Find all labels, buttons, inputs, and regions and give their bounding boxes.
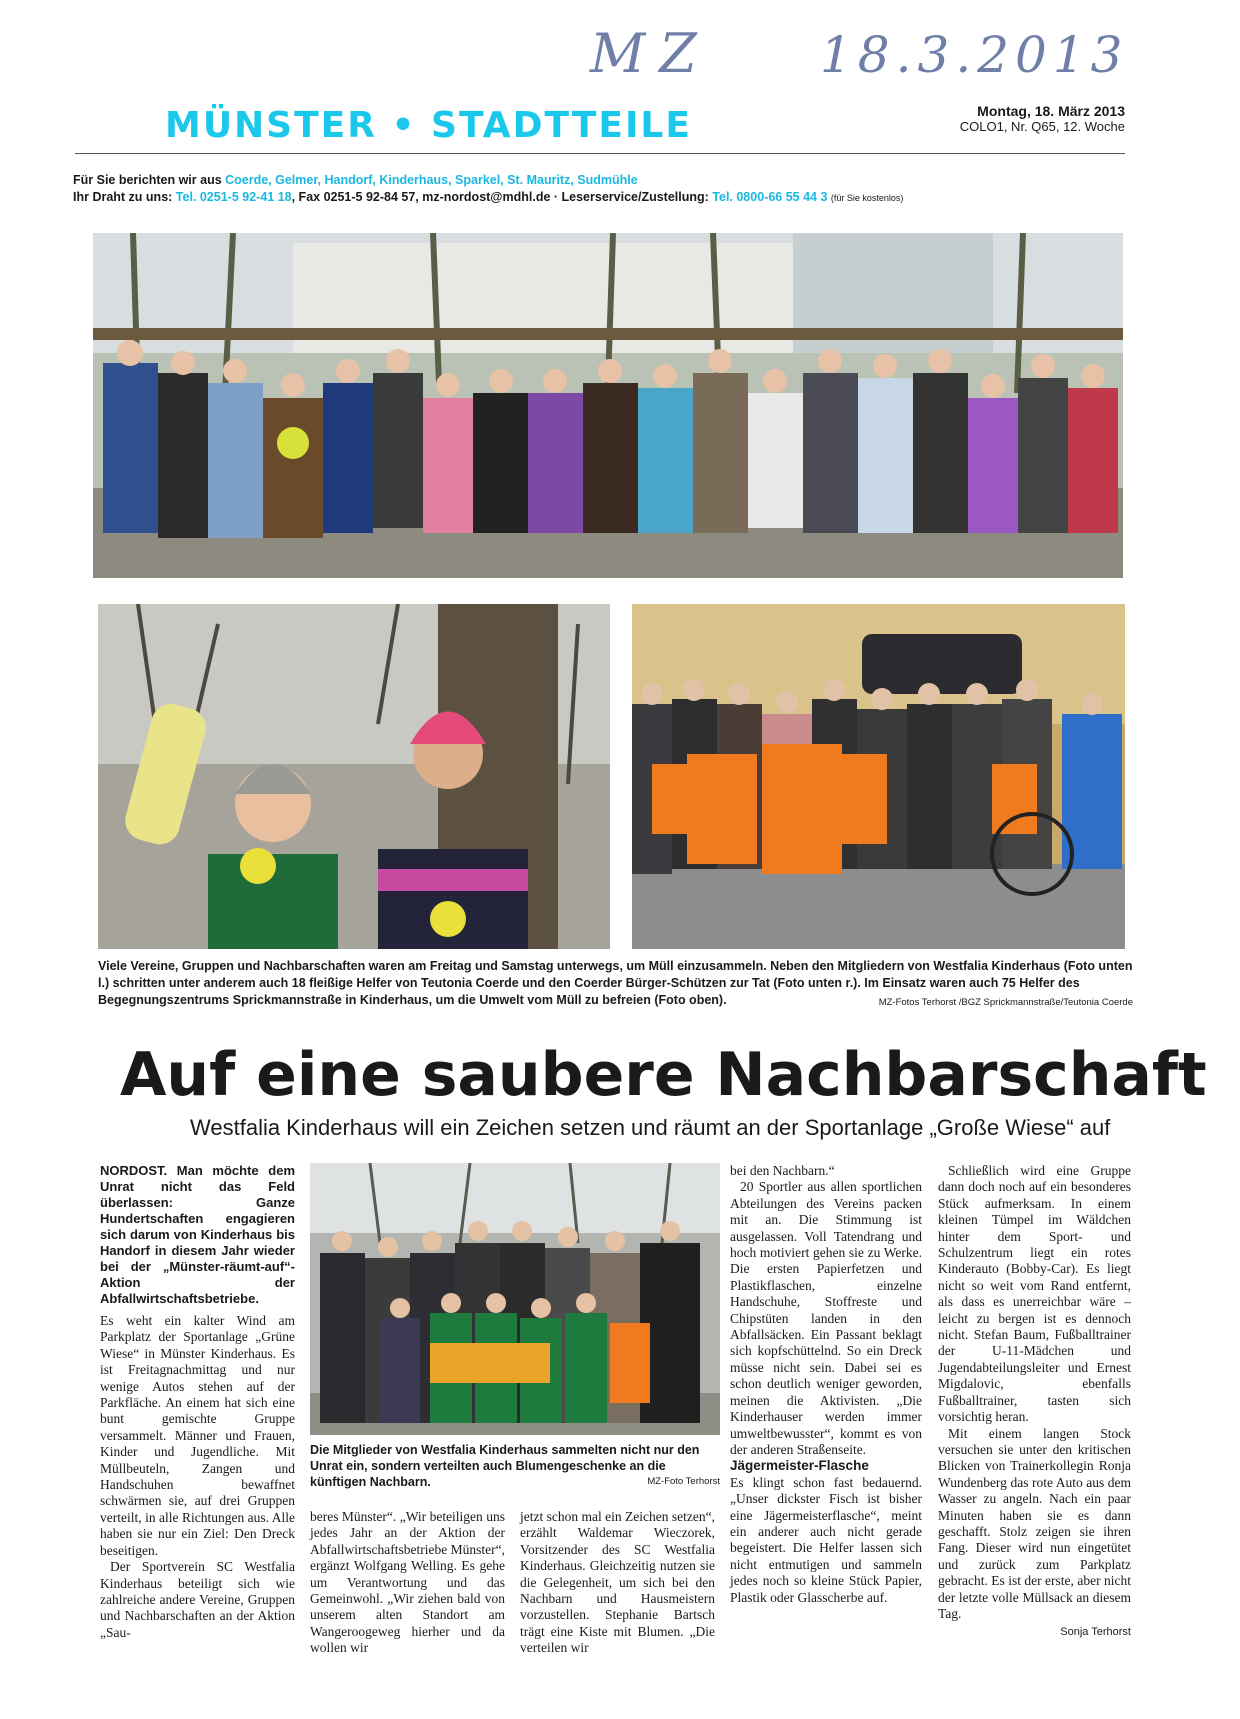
contact-fax-email: , Fax 0251-5 92-84 57, mz-nordost@mdhl.de · Leserservice/Zustellung: bbox=[291, 190, 713, 204]
section-title: MÜNSTER • STADTTEILE bbox=[165, 105, 692, 146]
article-column-5 bbox=[938, 1163, 1131, 1641]
col4-paragraph-0: bei den Nachbarn.“ bbox=[730, 1163, 835, 1178]
photo-caption-credit: MZ-Fotos Terhorst /BGZ Sprickmannstraße/Teutonia Coerde bbox=[878, 997, 1133, 1008]
photo-caption-text: Viele Vereine, Gruppen und Nachbarschaften waren am Freitag und Samstag unterwegs, um Müll einzusammeln. Neben den Mitgliedern von Westfalia Kinderhaus (Foto unten l.) schritten unter anderem auch 18 fleißige Helfer von Teutonia Coerde und den Coerder Bürger-Schützen zur Tat (Foto unten r.). Im Einsatz waren auch 75 Helfer des Begegnungszentrums Sprickmannstraße in Kinderhaus, um die Umwelt vom Müll zu befreien (Foto oben). bbox=[98, 959, 1133, 1007]
col2-paragraph-1: beres Münster“. „Wir beteiligen uns jedes Jahr an der Aktion der Abfallwirtschaftsbetriebe Münster“, ergänzt Wolfgang Welling. Es gehe um Verantwortung und das Gemeinwohl. „Wir ziehen bald von unserem alten Standort am Wangeroogeweg hierher und da wollen wir bbox=[310, 1509, 505, 1656]
issue-number: COLO1, Nr. Q65, 12. Woche bbox=[959, 119, 1125, 134]
col5-paragraph-1: Schließlich wird eine Gruppe dann doch noch auf ein besonderes Stück aufmerksam. In einem kleinen Tümpel im Wäldchen hinter dem Sport- und Schulzentrum liegt ein rotes Kinderauto (Bobby-Car). Es liegt nicht so weit vom Rand entfernt, als dass es unerreichbar wäre – leicht zu bergen ist es dennoch nicht. Stefan Baum, Fußballtrainer der U-11-Mädchen und Jugendabteilungsleiter und Ernest Migdalovic, ebenfalls Fußballtrainer, tasten sich vorsichtig heran. bbox=[938, 1163, 1131, 1425]
contact-prefix: Für Sie berichten wir aus bbox=[73, 173, 226, 187]
col1-paragraph-1: Es weht ein kalter Wind am Parkplatz der Sportanlage „Grüne Wiese“ in Münster Kinderhaus. Es ist Freitagnachmittag und nur wenige Autos stehen auf der Parkfläche. An einem hat sich eine bunt gemischte Gruppe versammelt. Männer und Frauen, Kinder und Jugendliche. Mit Müllbeuteln, Zangen und Handschuhen bewaffnet schwärmen sie, auf drei Gruppen verteilt, in alle Richtungen aus. Alle haben sie nur ein Ziel: Den Dreck beseitigen. bbox=[100, 1313, 295, 1558]
contact-phone: Tel. 0251-5 92-41 18 bbox=[175, 190, 292, 204]
col5-paragraph-2: Mit einem langen Stock versuchen sie unter den kritischen Blicken von Trainerkollegin Ronja Wundenberg das rote Auto aus dem Wasser zu angeln. Nach ein paar Minuten haben sie es dann geschafft. Stolz zeigen sie ihren Fang. Dieser wird nun eingetütet und zurück zum Parkplatz gebracht. Es ist der erste, aber nicht der letzte volle Müllsack an diesem Tag. bbox=[938, 1425, 1131, 1621]
article-subheadline: Westfalia Kinderhaus will ein Zeichen setzen und räumt an der Sportanlage „Große Wiese“ auf bbox=[190, 1115, 1111, 1140]
col4-paragraph-1: 20 Sportler aus allen sportlichen Abteilungen des Vereins packen mit an. Die Stimmung ist ausgelassen. Voll Tatendrang und hoch motiviert gehen sie zu Werke. Die ersten Papierfetzen und Plastikflaschen, einzelne Handschuhe, Stoffreste und Chipstüten landen in den Abfallsäcken. Ein Passant beklagt sich kopfschüttelnd. So ein Dreck müsse nicht sein. Dabei sei es schon deutlich weniger geworden, meinen die Aktivisten. „Die Kinderhauser werden immer umweltbewusster“, kommt es von der anderen Straßenseite. bbox=[730, 1179, 922, 1457]
article-headline: Auf eine saubere Nachbarschaft bbox=[120, 1040, 1207, 1110]
col4-paragraph-2: Es klingt schon fast bedauernd. „Unser dickster Fisch ist bisher eine Jägermeisterflasche“, meint ein anderer auch nicht gerade begeistert. Die Helfer lassen sich nicht entmutigen und sammeln jedes noch so kleine Stück Papier, Plastik oder Glasscherbe auf. bbox=[730, 1474, 922, 1605]
article-column-2 bbox=[310, 1509, 505, 1657]
article-column-1 bbox=[100, 1313, 295, 1641]
photo-westfalia-members bbox=[310, 1163, 720, 1435]
article-lead: NORDOST. Man möchte dem Unrat nicht das Feld überlassen: Ganze Hundertschaften engagieren sich darum von Kinderhaus bis Handorf in diesem Jahr wieder bei der „Münster-räumt-auf“-Aktion der Abfallwirtschaftsbetriebe. bbox=[100, 1163, 295, 1306]
article-column-3 bbox=[520, 1509, 715, 1657]
col3-paragraph-1: jetzt schon mal ein Zeichen setzen“, erzählt Waldemar Wieczorek, Vorsitzender des SC Westfalia Kinderhaus. Gleichzeitig nutzen sie die Gelegenheit, um sich bei den Nachbarn und Hausmeistern vorzustellen. Stephanie Bartsch trägt eine Kiste mit Blumen. „Die verteilen wir bbox=[520, 1509, 715, 1656]
photo-group-cleanup bbox=[93, 233, 1123, 578]
article-column-4 bbox=[730, 1163, 922, 1606]
contact-places: Coerde, Gelmer, Handorf, Kinderhaus, Sparkel, St. Mauritz, Sudmühle bbox=[225, 173, 638, 187]
photo-children-westfalia bbox=[98, 604, 610, 949]
issue-info bbox=[960, 103, 1125, 134]
photo-caption bbox=[98, 958, 1133, 1011]
photo-teutonia-coerde bbox=[632, 604, 1125, 949]
inner-caption-text: Die Mitglieder von Westfalia Kinderhaus sammelten nicht nur den Unrat ein, sondern verteilten auch Blumengeschenke an die künftigen Nachbarn. bbox=[310, 1443, 700, 1489]
article-author: Sonja Terhorst bbox=[1060, 1626, 1131, 1639]
issue-date: Montag, 18. März 2013 bbox=[977, 103, 1125, 119]
contact-service-phone: Tel. 0800-66 55 44 3 bbox=[712, 190, 828, 204]
inner-caption-credit: MZ-Foto Terhorst bbox=[647, 1476, 720, 1487]
handwritten-source: MZ bbox=[590, 22, 711, 85]
inner-photo-caption bbox=[310, 1442, 720, 1490]
header-rule bbox=[75, 153, 1125, 154]
contact-phone-prefix: Ihr Draht zu uns: bbox=[73, 190, 176, 204]
contact-line-2 bbox=[73, 190, 903, 204]
col4-subheading: Jägermeister-Flasche bbox=[730, 1458, 869, 1474]
contact-line-1 bbox=[73, 173, 638, 187]
contact-free-note: (für Sie kostenlos) bbox=[830, 193, 904, 203]
handwritten-date: 18.3.2013 bbox=[820, 26, 1129, 84]
col1-paragraph-2: Der Sportverein SC Westfalia Kinderhaus beteiligt sich wie zahlreiche andere Vereine, Gruppen und Nachbarschaften an der Aktion „Sau- bbox=[100, 1559, 295, 1640]
